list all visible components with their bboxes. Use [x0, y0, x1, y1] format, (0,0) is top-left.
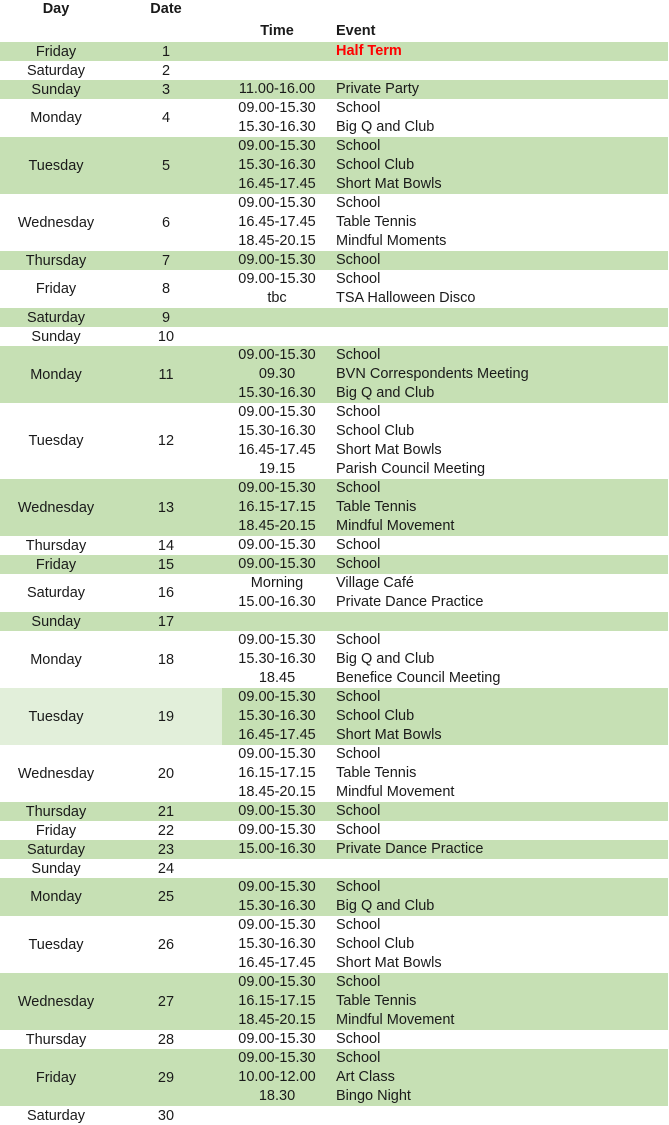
- time-cell: 11.00-16.00: [238, 81, 316, 97]
- time-cell: [222, 61, 332, 80]
- table-row: [0, 327, 668, 346]
- event-cell: [336, 1106, 666, 1125]
- table-row: [0, 1030, 668, 1049]
- table-row: [0, 403, 668, 479]
- date-cell: 29: [157, 1069, 175, 1086]
- event-cell: Table Tennis: [336, 993, 417, 1009]
- date-cell: 21: [157, 803, 175, 820]
- time-cell: [222, 612, 332, 631]
- event-cell: Art Class: [336, 1069, 395, 1085]
- date-cell: 8: [161, 281, 171, 297]
- time-cell: 09.00-15.30: [238, 480, 316, 496]
- time-cell: 09.00-15.30: [238, 879, 316, 895]
- table-row: [0, 859, 668, 878]
- time-cell: 15.30-16.30: [238, 708, 316, 724]
- table-row: [0, 42, 668, 61]
- event-cell: Big Q and Club: [336, 385, 435, 401]
- event-cell: School: [336, 1031, 381, 1047]
- time-cell: 18.45: [258, 670, 296, 686]
- date-cell: 2: [161, 62, 171, 79]
- time-cell: [222, 859, 332, 878]
- time-cell: 09.00-15.30: [238, 252, 316, 268]
- day-cell: Saturday: [26, 841, 86, 858]
- header-day: Day: [42, 1, 70, 17]
- date-cell: 24: [157, 860, 175, 877]
- table-row: [0, 612, 668, 631]
- table-row: [0, 973, 668, 1030]
- event-cell: School: [336, 537, 381, 553]
- time-cell: 09.00-15.30: [238, 1031, 316, 1047]
- day-cell: Saturday: [26, 62, 86, 79]
- time-cell: 15.00-16.30: [238, 594, 316, 610]
- day-cell: Sunday: [31, 613, 81, 630]
- event-cell: Short Mat Bowls: [336, 727, 442, 743]
- header-date: Date: [150, 1, 182, 17]
- day-cell: Wednesday: [17, 499, 95, 516]
- day-cell: Thursday: [25, 252, 87, 269]
- event-cell: Half Term: [336, 43, 402, 59]
- time-cell: 18.45-20.15: [238, 233, 316, 249]
- time-cell: 09.00-15.30: [238, 917, 316, 933]
- day-cell: Tuesday: [28, 708, 84, 725]
- table-row: [0, 916, 668, 973]
- event-cell: Parish Council Meeting: [336, 461, 486, 477]
- event-cell: Mindful Movement: [336, 784, 455, 800]
- time-cell: 09.00-15.30: [238, 822, 316, 838]
- time-cell: [222, 1106, 332, 1125]
- time-cell: 09.00-15.30: [238, 404, 316, 420]
- event-cell: Big Q and Club: [336, 651, 435, 667]
- table-row: [0, 1049, 668, 1106]
- date-cell: 28: [157, 1031, 175, 1048]
- event-cell: Mindful Moments: [336, 233, 447, 249]
- event-cell: School Club: [336, 157, 415, 173]
- event-cell: TSA Halloween Disco: [336, 290, 476, 306]
- time-cell: 15.30-16.30: [238, 157, 316, 173]
- time-cell: 19.15: [258, 461, 296, 477]
- event-cell: School: [336, 879, 381, 895]
- day-cell: Wednesday: [17, 214, 95, 231]
- date-cell: 10: [157, 328, 175, 345]
- time-cell: 09.00-15.30: [238, 271, 316, 287]
- day-cell: Monday: [30, 651, 82, 668]
- table-row: [0, 745, 668, 802]
- date-cell: 14: [157, 537, 175, 554]
- time-cell: 16.15-17.15: [238, 993, 316, 1009]
- table-row: [0, 194, 668, 251]
- day-cell: Wednesday: [17, 765, 95, 782]
- day-cell: Friday: [35, 43, 77, 60]
- time-cell: 09.00-15.30: [238, 138, 316, 154]
- event-cell: Private Dance Practice: [336, 594, 484, 610]
- day-cell: Sunday: [31, 860, 81, 877]
- date-cell: 16: [157, 585, 175, 601]
- event-cell: School: [336, 100, 381, 116]
- header-event: Event: [336, 23, 376, 39]
- table-row: [0, 308, 668, 327]
- day-cell: Wednesday: [17, 993, 95, 1010]
- event-cell: School: [336, 138, 381, 154]
- event-cell: [336, 61, 666, 80]
- day-cell: Tuesday: [28, 433, 84, 449]
- date-cell: 5: [161, 157, 171, 174]
- event-cell: School: [336, 347, 381, 363]
- event-cell: School: [336, 556, 381, 572]
- event-cell: Table Tennis: [336, 765, 417, 781]
- date-cell: 13: [157, 499, 175, 516]
- date-cell: 30: [157, 1107, 175, 1124]
- time-cell: 15.30-16.30: [238, 936, 316, 952]
- day-cell: Thursday: [25, 1031, 87, 1048]
- event-cell: School: [336, 195, 381, 211]
- date-cell: 12: [157, 433, 175, 449]
- date-cell: 20: [157, 765, 175, 782]
- date-cell: 4: [161, 110, 171, 126]
- event-cell: School: [336, 632, 381, 648]
- time-cell: [222, 327, 332, 346]
- event-cell: School: [336, 803, 381, 819]
- header-time: Time: [260, 23, 294, 39]
- event-cell: [336, 859, 666, 878]
- table-row: [0, 688, 668, 745]
- table-row: [0, 479, 668, 536]
- day-cell: Friday: [35, 281, 77, 297]
- time-cell: 15.00-16.30: [238, 841, 316, 857]
- table-row: [0, 802, 668, 821]
- day-cell: Thursday: [25, 537, 87, 554]
- event-cell: School Club: [336, 936, 415, 952]
- event-cell: School Club: [336, 708, 415, 724]
- time-cell: 09.00-15.30: [238, 195, 316, 211]
- event-cell: Table Tennis: [336, 499, 417, 515]
- time-cell: 18.45-20.15: [238, 784, 316, 800]
- day-cell: Friday: [35, 1069, 77, 1086]
- date-cell: 17: [157, 613, 175, 630]
- table-row: [0, 840, 668, 859]
- time-cell: 16.45-17.45: [238, 176, 316, 192]
- time-cell: Morning: [250, 575, 304, 591]
- day-cell: Monday: [30, 110, 82, 126]
- time-cell: 15.30-16.30: [238, 423, 316, 439]
- day-cell: Tuesday: [28, 936, 84, 953]
- time-cell: 18.30: [258, 1088, 296, 1104]
- time-cell: [222, 42, 332, 61]
- date-cell: 9: [161, 309, 171, 326]
- table-row: [0, 80, 668, 99]
- day-cell: Thursday: [25, 803, 87, 820]
- table-row: [0, 61, 668, 80]
- time-cell: 15.30-16.30: [238, 651, 316, 667]
- date-cell: 19: [157, 708, 175, 725]
- event-cell: School: [336, 974, 381, 990]
- day-cell: Friday: [35, 556, 77, 573]
- date-cell: 7: [161, 252, 171, 269]
- day-cell: Monday: [30, 889, 82, 905]
- day-cell: Sunday: [31, 328, 81, 345]
- event-cell: School: [336, 252, 381, 268]
- date-cell: 27: [157, 993, 175, 1010]
- time-cell: tbc: [267, 290, 287, 306]
- date-cell: 1: [161, 43, 171, 60]
- day-cell: Saturday: [26, 1107, 86, 1124]
- table-row: [0, 137, 668, 194]
- date-cell: 22: [157, 822, 175, 839]
- event-cell: Bingo Night: [336, 1088, 411, 1104]
- table-row: [0, 346, 668, 403]
- event-cell: BVN Correspondents Meeting: [336, 366, 529, 382]
- time-cell: 18.45-20.15: [238, 518, 316, 534]
- date-cell: 15: [157, 556, 175, 573]
- day-cell: Sunday: [31, 81, 81, 98]
- time-cell: 09.00-15.30: [238, 347, 316, 363]
- table-row: [0, 821, 668, 840]
- event-cell: Mindful Movement: [336, 1012, 455, 1028]
- event-cell: School: [336, 917, 381, 933]
- time-cell: 09.00-15.30: [238, 746, 316, 762]
- time-cell: 09.00-15.30: [238, 537, 316, 553]
- date-cell: 18: [157, 651, 175, 668]
- event-cell: School: [336, 404, 381, 420]
- date-cell: 6: [161, 214, 171, 231]
- time-cell: 09.00-15.30: [238, 100, 316, 116]
- event-cell: Big Q and Club: [336, 898, 435, 914]
- event-cell: School: [336, 271, 381, 287]
- time-cell: 09.00-15.30: [238, 632, 316, 648]
- day-cell: Saturday: [26, 585, 86, 601]
- table-row: [0, 1106, 668, 1125]
- table-row: [0, 555, 668, 574]
- time-cell: 09.00-15.30: [238, 689, 316, 705]
- table-row: [0, 99, 668, 137]
- event-cell: Short Mat Bowls: [336, 955, 442, 971]
- event-cell: Short Mat Bowls: [336, 176, 442, 192]
- date-cell: 11: [158, 366, 174, 383]
- time-cell: 16.45-17.45: [238, 442, 316, 458]
- event-cell: School: [336, 689, 381, 705]
- time-cell: 09.30: [258, 366, 296, 382]
- time-cell: 16.45-17.45: [238, 214, 316, 230]
- day-cell: Monday: [30, 366, 82, 383]
- event-cell: Private Party: [336, 81, 419, 97]
- time-cell: 16.45-17.45: [238, 955, 316, 971]
- date-cell: 23: [157, 841, 175, 858]
- event-cell: Table Tennis: [336, 214, 417, 230]
- time-cell: 09.00-15.30: [238, 974, 316, 990]
- table-row: [0, 536, 668, 555]
- table-row: [0, 878, 668, 916]
- table-row: [0, 631, 668, 688]
- date-cell: 26: [157, 936, 175, 953]
- time-cell: 09.00-15.30: [238, 556, 316, 572]
- table-row: [0, 251, 668, 270]
- table-row: [0, 574, 668, 612]
- event-cell: Mindful Movement: [336, 518, 455, 534]
- time-cell: 09.00-15.30: [238, 1050, 316, 1066]
- day-cell: Saturday: [26, 309, 86, 326]
- event-cell: Benefice Council Meeting: [336, 670, 501, 686]
- day-cell: Tuesday: [28, 157, 84, 174]
- event-cell: Village Café: [336, 575, 414, 591]
- event-cell: Short Mat Bowls: [336, 442, 442, 458]
- event-cell: School: [336, 480, 381, 496]
- time-cell: 15.30-16.30: [238, 898, 316, 914]
- event-cell: School Club: [336, 423, 415, 439]
- time-cell: 18.45-20.15: [238, 1012, 316, 1028]
- event-cell: [336, 327, 666, 346]
- event-cell: Private Dance Practice: [336, 841, 484, 857]
- time-cell: 16.45-17.45: [238, 727, 316, 743]
- event-cell: School: [336, 746, 381, 762]
- time-cell: [222, 308, 332, 327]
- time-cell: 16.15-17.15: [238, 765, 316, 781]
- time-cell: 15.30-16.30: [238, 119, 316, 135]
- date-cell: 3: [161, 81, 171, 98]
- event-cell: [336, 612, 666, 631]
- day-cell: Friday: [35, 822, 77, 839]
- event-cell: School: [336, 1050, 381, 1066]
- time-cell: 16.15-17.15: [238, 499, 316, 515]
- event-cell: School: [336, 822, 381, 838]
- event-cell: Big Q and Club: [336, 119, 435, 135]
- date-cell: 25: [157, 889, 175, 905]
- event-cell: [336, 308, 666, 327]
- table-row: [0, 270, 668, 308]
- time-cell: 15.30-16.30: [238, 385, 316, 401]
- time-cell: 10.00-12.00: [238, 1069, 316, 1085]
- time-cell: 09.00-15.30: [238, 803, 316, 819]
